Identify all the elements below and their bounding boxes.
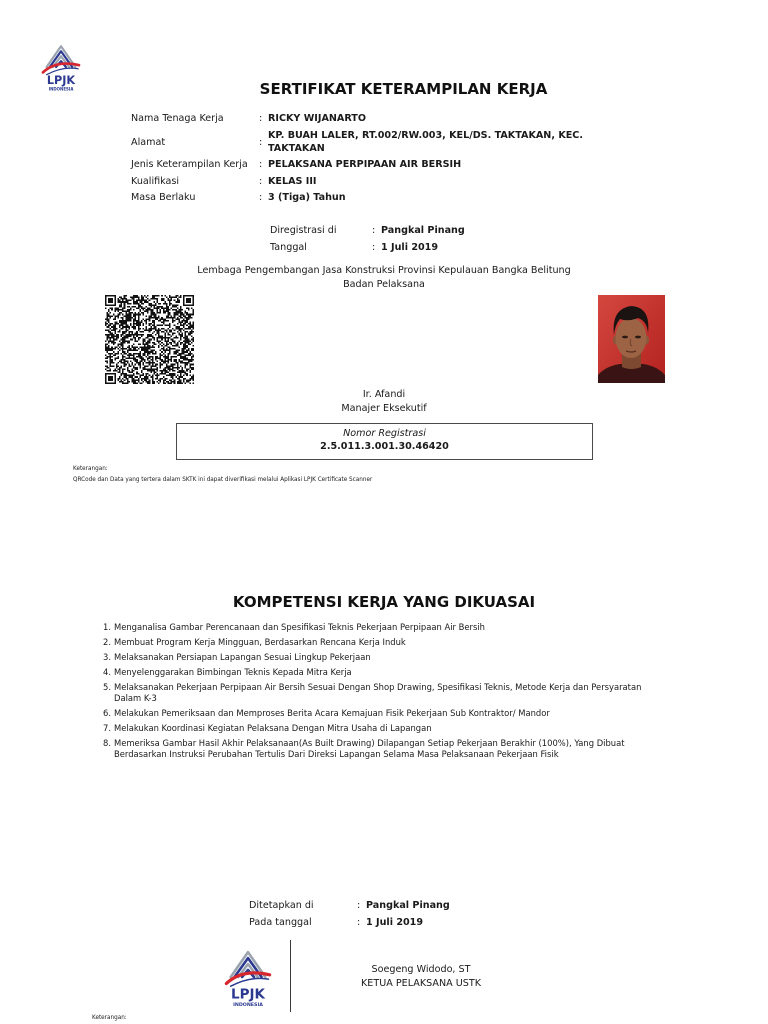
registration-number-label: Nomor Registrasi bbox=[343, 428, 426, 439]
qualification-row bbox=[131, 175, 603, 188]
note-label: Keterangan: bbox=[73, 466, 108, 472]
photo-eye-left bbox=[622, 336, 628, 339]
skill-type-label: Jenis Keterampilan Kerja bbox=[131, 159, 248, 170]
field-separator: : bbox=[357, 900, 361, 911]
lpjk-logo-icon bbox=[38, 40, 84, 94]
signatory-name: Ir. Afandi bbox=[362, 389, 406, 400]
qr-code bbox=[105, 295, 194, 384]
list-item-number: 7. bbox=[103, 723, 111, 733]
list-item-text: Melaksanakan Pekerjaan Perpipaan Air Bersih Sesuai Dengan Shop Drawing, Spesifikasi Teknis, Metode Kerja dan Persyaratan Dalam K-3 bbox=[114, 682, 642, 703]
signer-title: KETUA PELAKSANA USTK bbox=[361, 978, 481, 989]
competencies-title: KOMPETENSI KERJA YANG DIKUASAI bbox=[232, 593, 536, 611]
logo-text: LPJK bbox=[231, 986, 265, 1003]
signatory-position: Manajer Eksekutif bbox=[341, 403, 427, 414]
list-item-number: 4. bbox=[103, 667, 111, 677]
qualification-value: KELAS III bbox=[268, 176, 317, 187]
list-item bbox=[97, 682, 672, 704]
issuance-date-label: Pada tanggal bbox=[249, 917, 312, 928]
logo-blue-swoosh bbox=[231, 978, 269, 986]
logo-text: LPJK bbox=[46, 74, 76, 88]
footer-note-label: Keterangan: bbox=[92, 1015, 127, 1021]
certificate-title: SERTIFIKAT KETERAMPILAN KERJA bbox=[259, 80, 548, 98]
field-separator: : bbox=[357, 917, 361, 928]
issuance-date-row bbox=[249, 916, 423, 929]
list-item bbox=[97, 708, 672, 719]
list-item-number: 8. bbox=[103, 738, 111, 748]
logo-subtext: INDONESIA bbox=[233, 1003, 263, 1009]
skill-type-row bbox=[131, 158, 603, 171]
list-item-number: 6. bbox=[103, 708, 111, 718]
registration-date-row bbox=[270, 241, 438, 254]
list-item-number: 2. bbox=[103, 637, 111, 647]
signer-name: Soegeng Widodo, ST bbox=[371, 964, 471, 975]
worker-photo bbox=[598, 295, 665, 383]
field-separator: : bbox=[372, 225, 376, 236]
list-item-number: 5. bbox=[103, 682, 111, 692]
address-value: KP. BUAH LALER, RT.002/RW.003, KEL/DS. TAKTAKAN, KEC. TAKTAKAN bbox=[268, 130, 583, 154]
list-item-text: Melaksanakan Persiapan Lapangan Sesuai Lingkup Pekerjaan bbox=[114, 652, 371, 662]
address-label: Alamat bbox=[131, 136, 166, 148]
list-item bbox=[97, 637, 672, 648]
list-item bbox=[97, 667, 672, 678]
field-separator: : bbox=[259, 192, 263, 203]
list-item-text: Melakukan Koordinasi Kegiatan Pelaksana Dengan Mitra Usaha di Lapangan bbox=[114, 723, 432, 733]
photo-eye-right bbox=[635, 336, 641, 339]
lpjk-logo-icon bbox=[221, 943, 275, 1011]
skill-type-value: PELAKSANA PERPIPAAN AIR BERSIH bbox=[268, 159, 462, 170]
issuance-place-label: Ditetapkan di bbox=[249, 900, 314, 911]
field-separator: : bbox=[259, 159, 263, 170]
list-item bbox=[97, 622, 672, 633]
registration-place-label: Diregistrasi di bbox=[270, 225, 337, 236]
list-item-number: 3. bbox=[103, 652, 111, 662]
list-item bbox=[97, 652, 672, 663]
list-item bbox=[97, 738, 672, 760]
list-item-text: Melakukan Pemeriksaan dan Memproses Berita Acara Kemajuan Fisik Pekerjaan Sub Kontraktor/ Mandor bbox=[114, 708, 550, 718]
qualification-label: Kualifikasi bbox=[131, 176, 180, 187]
list-item-text: Membuat Program Kerja Mingguan, Berdasarkan Rencana Kerja Induk bbox=[114, 637, 406, 647]
logo-subtext: INDONESIA bbox=[48, 86, 74, 92]
field-separator: : bbox=[259, 113, 263, 124]
registration-date-value: 1 Juli 2019 bbox=[381, 242, 439, 253]
list-item-text: Memeriksa Gambar Hasil Akhir Pelaksanaan(As Built Drawing) Dilapangan Setiap Pekerjaan Berakhir (100%), Yang Dibuat Berdasarkan Instruksi Perubahan Tertulis Dari Direksi Lapangan Selama Masa Pelaksanaan Pekerjaan Fisik bbox=[114, 738, 625, 759]
validity-label: Masa Berlaku bbox=[131, 192, 196, 203]
list-item-text: Menganalisa Gambar Perencanaan dan Spesifikasi Teknis Pekerjaan Perpipaan Air Bersih bbox=[114, 622, 485, 632]
field-separator: : bbox=[259, 136, 263, 148]
registration-number-value: 2.5.011.3.001.30.46420 bbox=[320, 441, 449, 452]
field-separator: : bbox=[372, 242, 376, 253]
competency-list bbox=[97, 622, 672, 764]
worker-name-row bbox=[131, 112, 603, 125]
field-separator: : bbox=[259, 176, 263, 187]
signature-divider bbox=[290, 940, 291, 1012]
institution-unit: Badan Pelaksana bbox=[343, 279, 425, 290]
registration-number-box bbox=[176, 423, 593, 460]
registration-place-row bbox=[270, 224, 465, 237]
list-item-number: 1. bbox=[103, 622, 111, 632]
worker-name-value: RICKY WIJANARTO bbox=[268, 113, 366, 124]
list-item-text: Menyelenggarakan Bimbingan Teknis Kepada Mitra Kerja bbox=[114, 667, 352, 677]
address-row bbox=[131, 129, 603, 155]
list-item bbox=[97, 723, 672, 734]
issuance-date-value: 1 Juli 2019 bbox=[366, 917, 424, 928]
validity-row bbox=[131, 191, 603, 204]
validity-value: 3 (Tiga) Tahun bbox=[268, 192, 346, 203]
registration-date-label: Tanggal bbox=[270, 242, 307, 253]
note-text: QRCode dan Data yang tertera dalam SKTK ini dapat diverifikasi melalui Aplikasi LPJK Certificate Scanner bbox=[73, 477, 373, 483]
registration-place-value: Pangkal Pinang bbox=[381, 225, 465, 236]
institution-name: Lembaga Pengembangan Jasa Konstruksi Provinsi Kepulauan Bangka Belitung bbox=[197, 265, 571, 276]
issuance-place-row bbox=[249, 899, 450, 912]
issuance-place-value: Pangkal Pinang bbox=[366, 900, 450, 911]
worker-name-label: Nama Tenaga Kerja bbox=[131, 113, 224, 124]
